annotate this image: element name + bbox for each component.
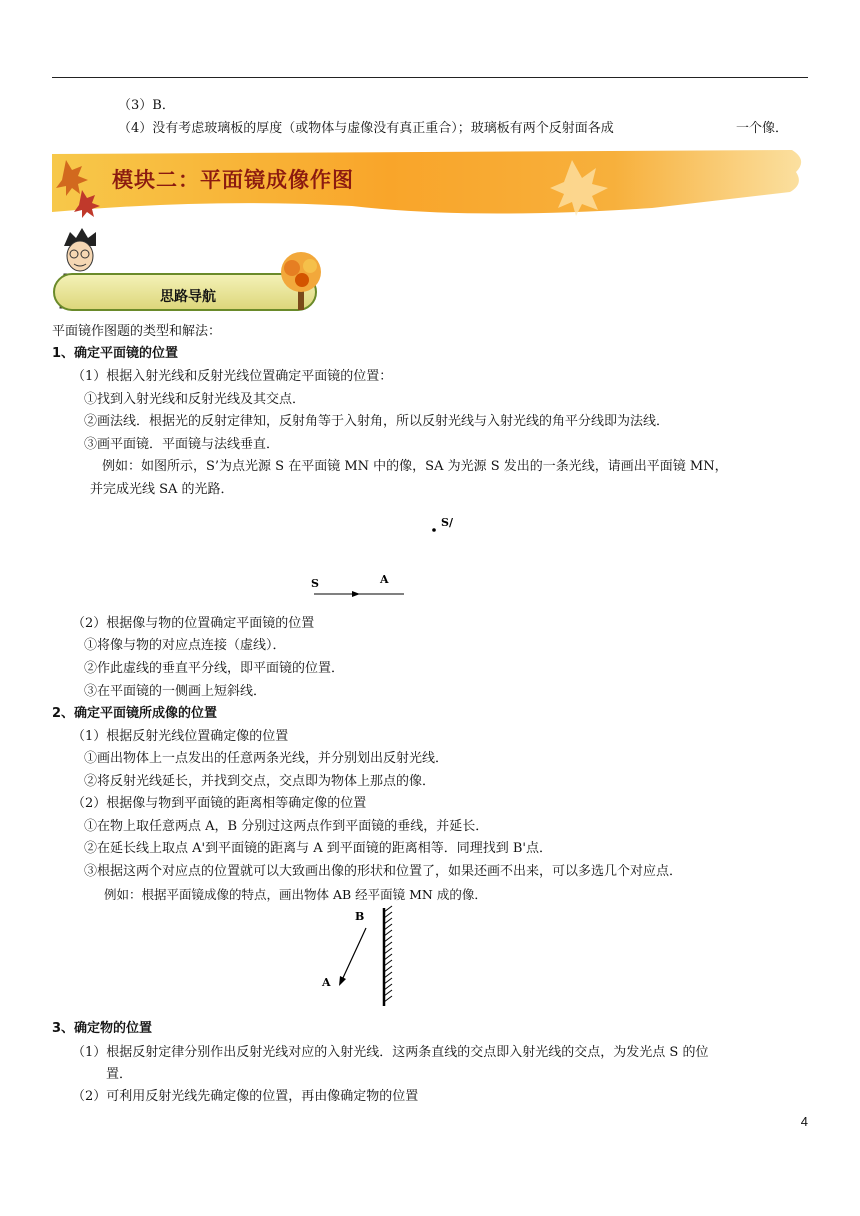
step-3-2: （2）可利用反射光线先确定像的位置，再由像确定物的位置 [72, 1089, 419, 1104]
answer-line-4-end: 一个像． [736, 121, 789, 136]
label-s-prime: S/ [441, 516, 453, 529]
step-2-1a: ①画出物体上一点发出的任意两条光线，并分别划出反射光线． [84, 751, 449, 766]
object-arrow [339, 976, 346, 986]
step-3-1-line-2: 置． [106, 1067, 133, 1082]
ray-arrow [352, 591, 360, 597]
autumn-tree-icon [272, 248, 330, 312]
step-1-1a: ①找到入射光线和反射光线及其交点． [84, 392, 306, 407]
label-a-2: A [322, 976, 331, 989]
heading-1: 1、确定平面镜的位置 [52, 346, 179, 361]
step-2-2b: ②在延长线上取点 A'到平面镜的距离与 A 到平面镜的距离相等．同理找到 B'点． [84, 841, 553, 856]
figure-object-ab-mirror [316, 906, 406, 1010]
label-a: A [380, 573, 389, 586]
page-number: 4 [800, 1114, 808, 1129]
header-rule [52, 77, 808, 78]
example-1-line-1: 例如：如图所示，S’为点光源 S 在平面镜 MN 中的像，SA 为光源 S 发出的一条光线，请画出平面镜 MN， [102, 459, 728, 474]
object-ab [342, 928, 366, 980]
example-2: 例如：根据平面镜成像的特点，画出物体 AB 经平面镜 MN 成的像． [104, 887, 487, 902]
step-3-1-line-1: （1）根据反射定律分别作出反射光线对应的入射光线．这两条直线的交点即入射光线的交点，为发光点 S 的位 [72, 1045, 709, 1060]
example-1-line-2: 并完成光线 SA 的光路． [90, 482, 234, 497]
module-title: 模块二：平面镜成像作图 [112, 168, 354, 192]
label-s: S [311, 577, 319, 590]
step-1-2c: ③在平面镜的一侧画上短斜线． [84, 684, 267, 699]
answer-line-4: （4）没有考虑玻璃板的厚度（或物体与虚像没有真正重合）；玻璃板有两个反射面各成 [118, 121, 614, 136]
intro-text: 平面镜作图题的类型和解法： [52, 324, 222, 339]
step-2-1b: ②将反射光线延长，并找到交点，交点即为物体上那点的像． [84, 774, 436, 789]
step-1-2: （2）根据像与物的位置确定平面镜的位置 [72, 616, 315, 631]
step-2-2c: ③根据这两个对应点的位置就可以大致画出像的形状和位置了，如果还画不出来，可以多选几个对应点． [84, 864, 683, 879]
step-2-1: （1）根据反射光线位置确定像的位置 [72, 729, 289, 744]
point-s-prime [432, 528, 436, 532]
module-banner [52, 150, 808, 218]
figure-mirror-position [300, 510, 453, 600]
answer-line-3: （3）B． [118, 98, 175, 113]
step-1-2a: ①将像与物的对应点连接（虚线）． [84, 638, 286, 653]
step-2-2a: ①在物上取任意两点 A，B 分别过这两点作到平面镜的垂线，并延长． [84, 819, 489, 834]
step-2-2: （2）根据像与物到平面镜的距离相等确定像的位置 [72, 796, 367, 811]
heading-3: 3、确定物的位置 [52, 1021, 153, 1036]
nav-label: 思路导航 [160, 289, 216, 305]
step-1-1c: ③画平面镜．平面镜与法线垂直． [84, 437, 280, 452]
label-b: B [355, 910, 365, 923]
step-1-1b: ②画法线．根据光的反射定律知，反射角等于入射角，所以反射光线与入射光线的角平分线即为法线． [84, 414, 670, 429]
step-1-1: （1）根据入射光线和反射光线位置确定平面镜的位置： [72, 369, 393, 384]
heading-2: 2、确定平面镜所成像的位置 [52, 706, 218, 721]
step-1-2b: ②作此虚线的垂直平分线，即平面镜的位置． [84, 661, 345, 676]
